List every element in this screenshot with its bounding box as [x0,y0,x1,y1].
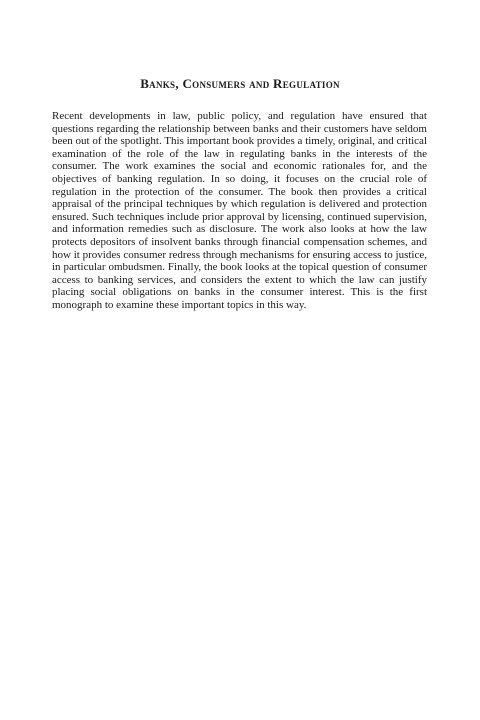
book-title: Banks, Consumers and Regulation [140,76,340,91]
book-description: Recent developments in law, public policy, and regulation have ensured that questions regarding the relationship between banks and their customers have seldom been out of the spotlight. This important book provides a timely, original, and critical examination of the role of the law in regulating banks in the interests of the consumer. The work examines the social and economic rationales for, and the objectives of banking regulation. In so doing, it focuses on the crucial role of regulation in the protection of the consumer. The book then provides a critical appraisal of the principal techniques by which regulation is delivered and protection ensured. Such techniques include prior approval by licensing, continued supervision, and information remedies such as disclosure. The work also looks at how the law protects depositors of insolvent banks through financial compensation schemes, and how it provides consumer redress through mechanisms for ensuring access to justice, in particular ombudsmen. Finally, the book looks at the topical question of consumer access to banking services, and considers the extent to which the law can justify placing social obligations on banks in the consumer interest. This is the first monograph to examine these important topics in this way. [52,110,427,311]
